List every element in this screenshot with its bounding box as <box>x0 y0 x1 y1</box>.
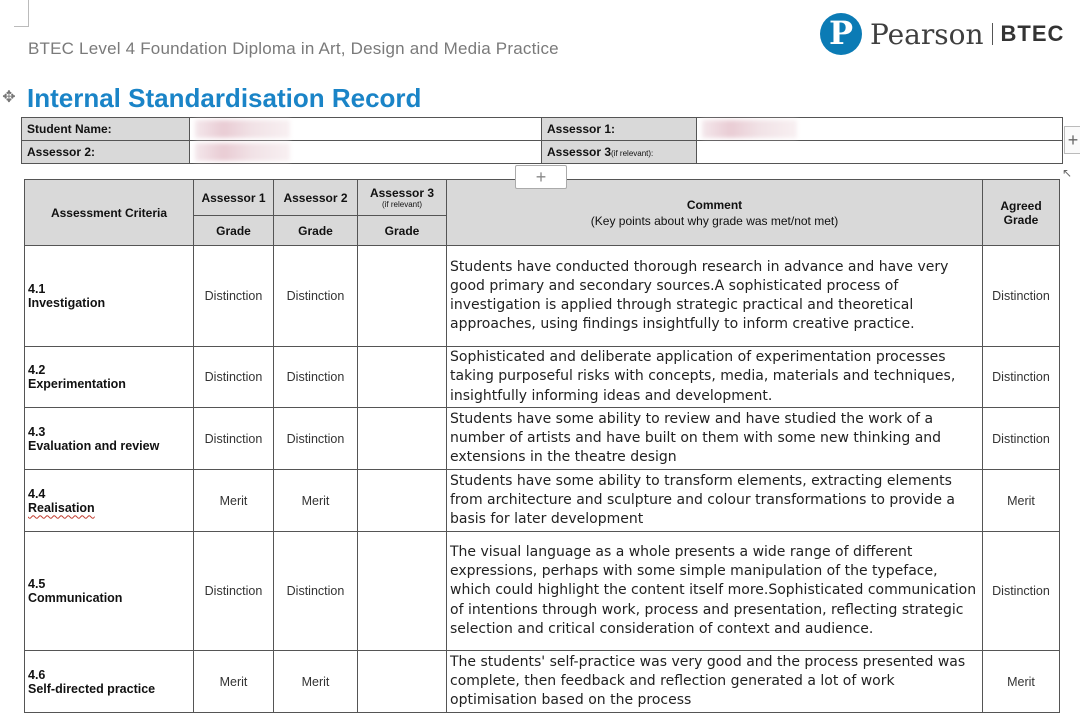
page-corner-mark <box>14 0 29 27</box>
assessor3-header-text: Assessor 3 <box>369 186 435 200</box>
assessor3-field[interactable] <box>697 141 1063 164</box>
assessor3-note: (if relevant): <box>611 149 654 158</box>
criteria-name: Communication <box>28 591 123 605</box>
criteria-name: Experimentation <box>28 377 126 391</box>
student-name-label: Student Name: <box>22 118 190 141</box>
agreed-grade[interactable]: Distinction <box>983 408 1060 470</box>
pearson-logo-icon <box>820 13 862 55</box>
table-row <box>25 347 1060 408</box>
assessor3-grade[interactable] <box>358 408 447 470</box>
comment-cell[interactable]: The students' self-practice was very good and the process presented was complete, then feedback and reflection generated a lot of work optimisation based on the process <box>447 651 983 713</box>
table-move-handle-icon[interactable]: ✥ <box>2 89 16 106</box>
assessor2-grade[interactable]: Distinction <box>274 532 358 651</box>
assessor1-field[interactable] <box>697 118 1063 141</box>
grade-subheader-2: Grade <box>274 216 358 246</box>
criteria-cell[interactable] <box>25 408 194 470</box>
assessor1-grade[interactable]: Merit <box>194 651 274 713</box>
comment-cell[interactable]: Students have conducted thorough research in advance and have very good primary and secondary sources.A sophisticated process of investigation is applied through strategic practical and theoretical approaches, using findings insightfully to inform creative practice. <box>447 246 983 347</box>
table-row <box>25 408 1060 470</box>
table-row <box>25 246 1060 347</box>
assessor2-grade[interactable]: Distinction <box>274 347 358 408</box>
assessor3-header-note: (if relevant) <box>381 200 422 209</box>
comment-cell[interactable]: Students have some ability to transform elements, extracting elements from architecture and sculpture and colour transformations to provide a basis for later development <box>447 470 983 532</box>
criteria-name: Realisation <box>28 500 95 515</box>
brand-divider <box>992 23 993 45</box>
comment-header-note: (Key points about why grade was met/not met) <box>590 213 839 228</box>
course-title: BTEC Level 4 Foundation Diploma in Art, Design and Media Practice <box>28 39 559 58</box>
add-column-button[interactable]: + <box>1064 126 1080 154</box>
document-title: Internal Standardisation Record <box>27 83 422 113</box>
assessor3-grade[interactable] <box>358 532 447 651</box>
assessor3-grade[interactable] <box>358 347 447 408</box>
agreed-grade[interactable]: Distinction <box>983 347 1060 408</box>
criteria-name: Evaluation and review <box>28 438 160 453</box>
brand-sub: BTEC <box>1000 21 1065 46</box>
grades-table <box>24 179 1060 713</box>
criteria-number: 4.2 <box>28 363 46 377</box>
comment-cell[interactable]: The visual language as a whole presents a wide range of different expressions, perhaps with some simple manipulation of the typeface, which could highlight the content itself more.Sophisticated communication of intentions through work, process and presentation, reflecting strategic selection and critical consideration of context and audience. <box>447 532 983 651</box>
criteria-header: Assessment Criteria <box>25 180 194 246</box>
table-row <box>25 532 1060 651</box>
assessor2-header: Assessor 2 <box>274 180 358 216</box>
criteria-number: 4.4 <box>28 486 46 501</box>
comment-header-text: Comment <box>686 197 743 212</box>
assessor2-grade[interactable]: Merit <box>274 651 358 713</box>
agreed-grade[interactable]: Merit <box>983 651 1060 713</box>
assessor1-grade[interactable]: Merit <box>194 470 274 532</box>
criteria-cell[interactable] <box>25 470 194 532</box>
logo-letter: P <box>828 14 854 52</box>
comment-header <box>447 180 983 246</box>
grade-subheader-3: Grade <box>358 216 447 246</box>
criteria-number: 4.5 <box>28 577 46 591</box>
assessor2-field[interactable] <box>190 141 542 164</box>
pearson-logo <box>820 13 1064 55</box>
assessor3-header <box>358 180 447 216</box>
redacted-assessor1-name <box>702 120 797 138</box>
table-resize-icon[interactable]: ↖ <box>1062 166 1073 180</box>
criteria-name: Investigation <box>28 296 106 310</box>
assessor1-header: Assessor 1 <box>194 180 274 216</box>
comment-cell[interactable]: Sophisticated and deliberate application of experimentation processes taking purposeful risks with concepts, media, materials and techniques, insightfully informing ideas and development. <box>447 347 983 408</box>
brand-name: Pearson <box>870 17 984 51</box>
agreed-grade[interactable]: Distinction <box>983 246 1060 347</box>
assessor3-grade[interactable] <box>358 651 447 713</box>
assessor3-grade[interactable] <box>358 246 447 347</box>
criteria-cell[interactable] <box>25 347 194 408</box>
assessor3-label-text: Assessor 3 <box>547 145 612 159</box>
table-row <box>25 470 1060 532</box>
redacted-assessor2-name <box>195 143 290 161</box>
agreed-grade[interactable]: Distinction <box>983 532 1060 651</box>
criteria-cell[interactable] <box>25 532 194 651</box>
comment-cell[interactable]: Students have some ability to review and have studied the work of a number of artists and have built on them with some new thinking and extensions in the theatre design <box>447 408 983 470</box>
student-name-field[interactable] <box>190 118 542 141</box>
agreed-grade[interactable]: Merit <box>983 470 1060 532</box>
assessor3-label <box>542 141 697 164</box>
assessor1-grade[interactable]: Distinction <box>194 347 274 408</box>
assessor1-grade[interactable]: Distinction <box>194 408 274 470</box>
assessor2-grade[interactable]: Distinction <box>274 246 358 347</box>
grade-subheader-1: Grade <box>194 216 274 246</box>
assessor2-label: Assessor 2: <box>22 141 190 164</box>
assessor3-grade[interactable] <box>358 470 447 532</box>
assessor2-grade[interactable]: Merit <box>274 470 358 532</box>
redacted-student-name <box>195 120 290 138</box>
assessor2-grade[interactable]: Distinction <box>274 408 358 470</box>
assessor1-grade[interactable]: Distinction <box>194 532 274 651</box>
agreed-grade-header: Agreed Grade <box>983 180 1060 246</box>
assessor1-grade[interactable]: Distinction <box>194 246 274 347</box>
criteria-name: Self-directed practice <box>28 681 156 696</box>
criteria-number: 4.3 <box>28 424 46 439</box>
criteria-cell[interactable] <box>25 246 194 347</box>
info-table <box>21 117 1063 164</box>
assessor1-label: Assessor 1: <box>542 118 697 141</box>
criteria-number: 4.1 <box>28 282 46 296</box>
criteria-cell[interactable] <box>25 651 194 713</box>
insert-row-button[interactable]: + <box>515 165 567 189</box>
table-row <box>25 651 1060 713</box>
criteria-number: 4.6 <box>28 667 46 682</box>
